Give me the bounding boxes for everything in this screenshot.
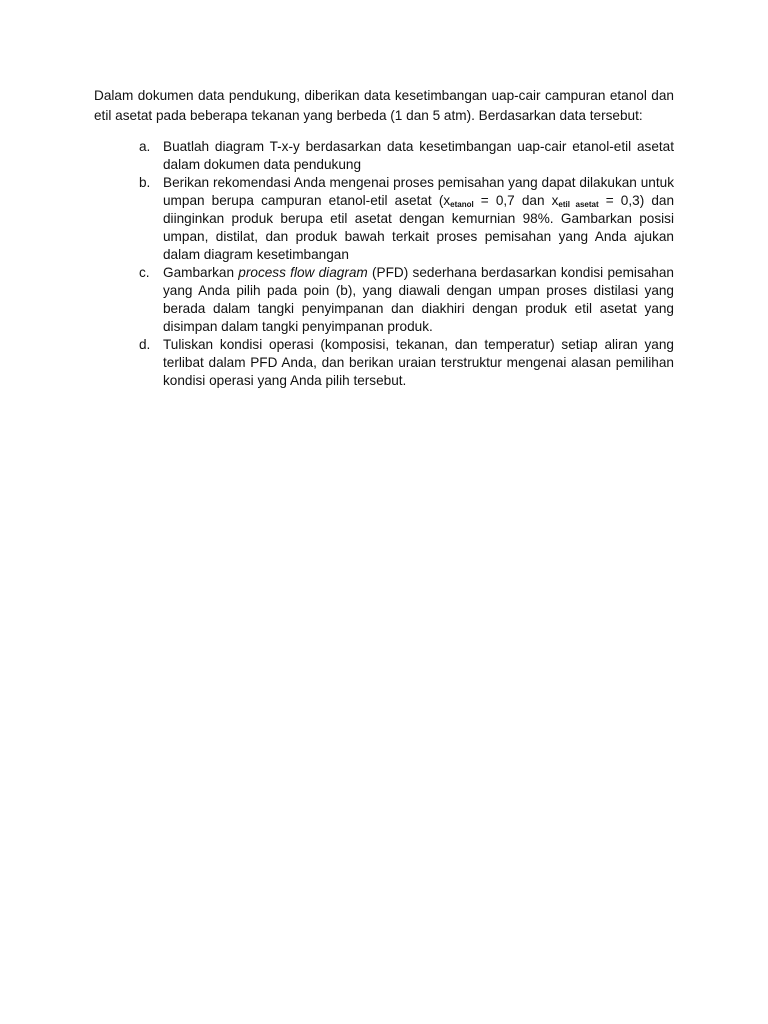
intro-paragraph: Dalam dokumen data pendukung, diberikan data kesetimbangan uap-cair campuran etanol dan etil asetat pada beberapa tekanan yang berbeda (1 dan 5 atm). Berdasarkan data tersebut: — [94, 88, 674, 123]
list-marker: b. — [139, 175, 151, 190]
text-segment: = 0,7 dan x — [473, 193, 559, 208]
list-item-d — [94, 336, 674, 390]
list-item-c — [94, 264, 674, 336]
list-marker: c. — [139, 265, 150, 280]
text-segment: = 0,3) dan diinginkan produk berupa etil asetat dengan kemurnian 98%. Gambarkan posisi umpan, distilat, dan produk bawah terkait proses pemisahan yang Anda ajukan dalam diagram kesetimbangan — [163, 193, 674, 262]
document-page — [94, 86, 674, 390]
question-list — [94, 138, 674, 390]
subscript-etanol: etanol — [450, 200, 474, 209]
list-marker: a. — [139, 139, 151, 154]
text-segment: (PFD) sederhana berdasarkan kondisi pemisahan yang Anda pilih pada poin (b), yang diawali dengan umpan proses distilasi yang berada dalam tangki penyimpanan dan diakhiri dengan produk etil asetat yang disimpan dalam tangki penyimpanan produk. — [163, 265, 674, 334]
list-item-text — [163, 264, 674, 336]
text-segment: Gambarkan — [163, 265, 239, 280]
list-item-b — [94, 174, 674, 264]
list-item-text: Buatlah diagram T-x-y berdasarkan data kesetimbangan uap-cair etanol-etil asetat dalam dokumen data pendukung — [163, 139, 674, 172]
subscript-etil-asetat: etil asetat — [558, 200, 599, 209]
text-segment: Berikan rekomendasi Anda mengenai proses pemisahan yang dapat dilakukan untuk umpan berupa campuran etanol-etil asetat (x — [163, 175, 674, 208]
list-item-text — [163, 174, 674, 264]
list-item-a — [94, 138, 674, 174]
list-item-text: Tuliskan kondisi operasi (komposisi, tekanan, dan temperatur) setiap aliran yang terlibat dalam PFD Anda, dan berikan uraian terstruktur mengenai alasan pemilihan kondisi operasi yang Anda pilih tersebut. — [163, 337, 674, 388]
list-marker: d. — [139, 337, 151, 352]
italic-term: process flow diagram — [238, 265, 368, 280]
